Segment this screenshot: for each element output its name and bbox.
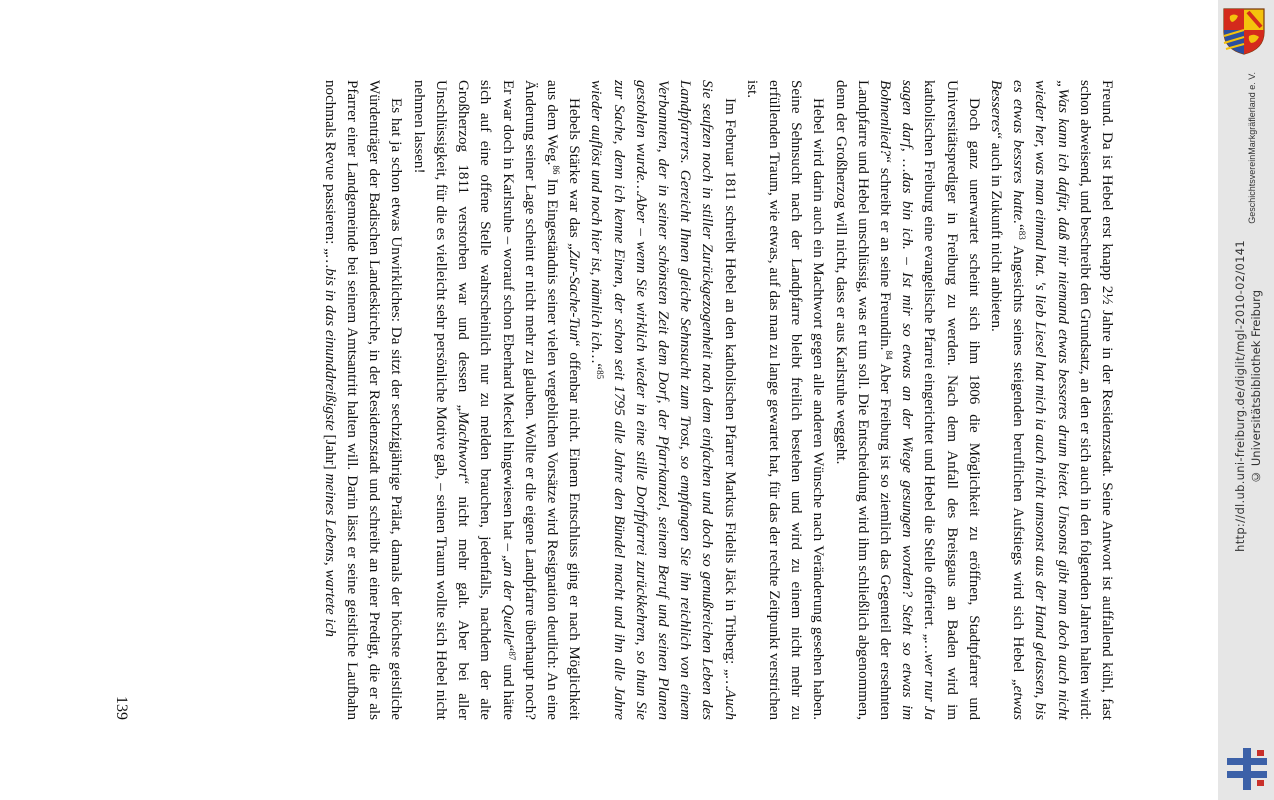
- coat-of-arms-icon: [1221, 6, 1267, 56]
- text-run: Freund. Da ist Hebel erst knapp 2½ Jahre in der Residenzstadt. Seine Antwort ist auffallend kühl, fast schon abweisend, und beschreibt den Grundsatz, an den er sich auch in den folgenden Jahren halten wird:: [1076, 80, 1115, 720]
- footnote-ref: 86: [550, 165, 561, 175]
- text-run: “: [1010, 224, 1027, 231]
- text-run: Im Eingeständnis seiner vielen vergeblichen Vorsätze wird Resignation deutlich: An eine Änderung seiner Lage scheint er nicht mehr zu glauben. Wollte er die eigene Landpfarre überhaupt noch? Er war doch in Karlsruhe – worauf schon Eberhard Meckel hingewiesen hat – „: [499, 80, 560, 721]
- paragraph: [741, 80, 830, 720]
- rotated-page-content: [98, 80, 1118, 720]
- paragraph: [585, 80, 740, 720]
- quotation-text: etwas Besseres: [987, 80, 1027, 720]
- text-run: Hebels Stärke war das „: [566, 98, 583, 250]
- quotation-text: „Was kann ich dafür, daß mir niemand etwas besseres drum bietet. Unsonst gibt man doch auch nicht wieder her, was man einmal hat. 's lieb Liesel hat mich ia auch nicht umsonst aus der Hand gelassen, bis es etwas bessres hatte.: [1010, 80, 1071, 720]
- society-name: [1247, 72, 1258, 224]
- text-run: “: [588, 363, 605, 371]
- quotation-text: …wer nur Ja sagen darf, …das bin ich. – Ist mir so etwas an der Wiege gesungen worden? Steht so etwas im Bohnenlied?: [876, 80, 938, 720]
- text-run: und hätte sich auf eine offene Stelle wahrscheinlich nur zu melden brauchen, jedenfalls, nachdem der alte Großherzog 1811 verstorben war und dessen „: [455, 80, 516, 721]
- society-name-line2: Markgräflerland e. V.: [1247, 72, 1257, 155]
- text-run: Doch ganz unerwartet scheint sich ihm 1806 die Möglichkeit zu eröffnen, Stadtpfarrer und Universitätsprediger in Freiburg zu werden. Nach dem Anfall des Breisgaus an Baden wird im katholischen Freiburg eine evangelische Pfarrei eingerichtet und Hebel die Stelle offeriert. „: [921, 80, 982, 720]
- text-run: Angesichts seines steigenden beruflichen Aufstiegs wird sich Hebel „: [1010, 239, 1027, 686]
- footnote-ref: 85: [595, 370, 606, 380]
- quotation-text: …bis in das einunddreißigste: [321, 254, 338, 431]
- copyright-notice: © Universitätsbibliothek Freiburg: [1249, 290, 1263, 484]
- society-name-line1: Geschichtsverein: [1247, 154, 1257, 224]
- quotation-text: meines Lebens, wartete ich: [321, 473, 338, 637]
- paragraph: [829, 80, 984, 720]
- paragraph: [319, 80, 408, 720]
- footnote-ref: 84: [883, 350, 894, 360]
- text-run: “ offenbar nicht. Einem Entschluss ging er nach Möglichkeit aus dem Weg.: [543, 80, 583, 720]
- text-run: “ schreibt er an seine Freundin.: [876, 156, 893, 351]
- ub-freiburg-logo-icon: [1224, 745, 1270, 793]
- footnote-ref: 87: [506, 651, 517, 661]
- text-run: “ nicht mehr galt. Aber bei aller Unschlüssigkeit, für die es vielleicht sehr persönliche Motive gab, – seinen Traum wollte sich Hebel nicht nehmen lassen!: [410, 80, 472, 720]
- paragraph: [985, 80, 1118, 720]
- text-run: “: [499, 644, 516, 652]
- body-text: [158, 80, 1118, 720]
- quotation-text: an der Quelle: [499, 561, 516, 645]
- paragraph: [408, 80, 586, 720]
- permalink-url[interactable]: http://dl.ub.uni-freiburg.de/diglit/mgl-2010-02/0141: [1233, 240, 1247, 552]
- quotation-text: Zur-Sache-Tun: [566, 249, 583, 341]
- page-number: 139: [113, 696, 130, 720]
- text-run: Im Februar 1811 schreibt Hebel an den katholischen Pfarrer Markus Fidelis Jäck in Triberg: „: [721, 98, 738, 676]
- text-run: Aber Freiburg ist so ziemlich das Gegenteil der ersehnten Landpfarre und Hebel unschlüssig, was er tun soll. Die Entscheidung wird ihm schließlich abgenommen, denn der Großherzog will nicht, dass er aus Karlsruhe weggeht.: [832, 80, 893, 720]
- quotation-text: Machtwort: [455, 411, 472, 478]
- footnote-ref: 83: [1017, 230, 1028, 240]
- quotation-text: …Auch Sie seufzen noch in stiller Zurückgezogenheit nach dem einfachen und doch so genußreichen Leben des Landpfarrers. Gereicht Ihnen gleiche Sehnsucht zum Trost, so empfangen Sie ihn reichlich von einem Verbannten, der in seiner schönsten Zeit dem Dorf, der Pfarrkanzel, seinem Beruf und seinen Planen gestohlen wurde…Aber – wenn Sie wirklich wieder in eine stille Dorfpfarrei zurückkehren, so thun Sie zur Sache, denn ich kenne Einen, der schon seit 1795 alle Jahre den Bündel macht und ihn alle Jahre wieder auflöst und noch hier ist, nämlich ich…: [588, 80, 738, 720]
- text-run: “ auch in Zukunft nicht anbieten.: [987, 132, 1004, 332]
- text-run: Hebel wird darin auch ein Machtwort gegen alle anderen Wünsche nach Veränderung gesehen haben. Seine Sehnsucht nach der Landpfarre bleibt freilich bestehen und wird zu einem nicht mehr zu erfüllenden Traum, wie etwas, auf das man zu lange gewartet hat, für das der rechte Zeitpunkt verstrichen ist.: [743, 80, 827, 720]
- text-run: [Jahr]: [321, 430, 338, 474]
- text-run: Es hat ja schon etwas Unwirkliches: Da sitzt der sechzigjährige Prälat, damals der höchste geistliche Würdenträger der Badischen Landeskirche, in der Residenzstadt und schreibt an einer Predigt, die er als Pfarrer einer Landgemeinde bei seinem Amtsantritt halten will. Darin lässt er seine geistliche Laufbahn nochmals Revue passieren: „: [321, 80, 405, 720]
